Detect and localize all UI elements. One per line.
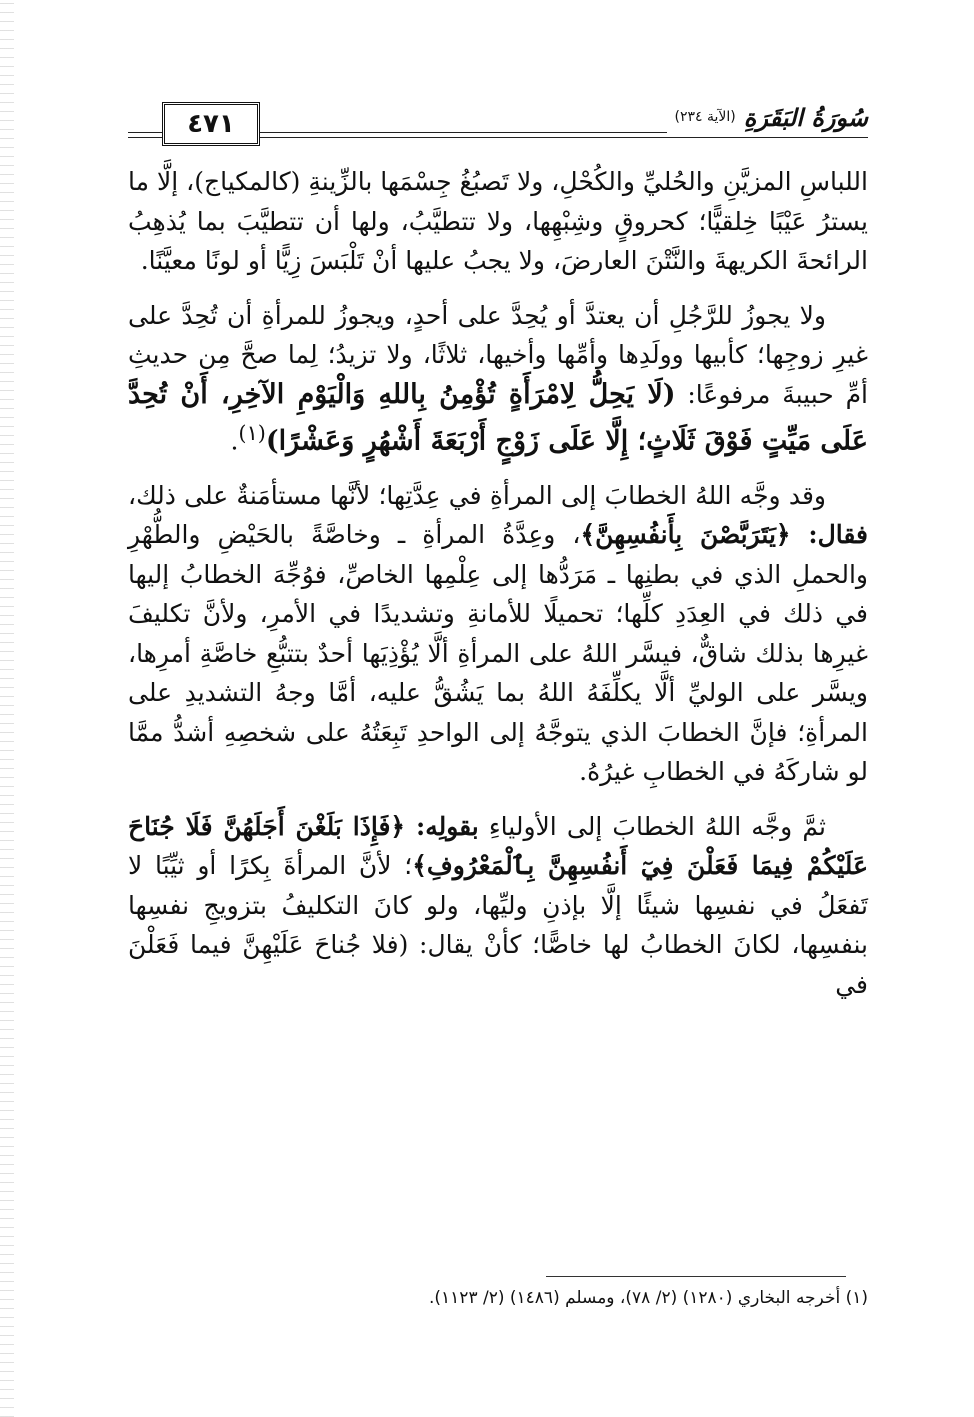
quran-verse-1: ﴿يَتَرَبَّصْنَ بِأَنفُسِهِنَّ﴾ — [580, 520, 809, 550]
ayah-reference: (الآية ٢٣٤) — [674, 109, 736, 125]
paragraph-1: اللباسِ المزيَّنِ والحُليِّ والكُحْلِ، ولا تَصبُغُ جِسْمَها بالزِّينةِ (كالمكياج)، إلَّا ما يسترُ عَيْبًا خِلقيًّا؛ كحروقٍ وشِبْهِها، ولا تتطيَّبُ، ولها أن تتطيَّبَ بما يُذهِبُ الرائحةَ الكريهةَ والنَّتْنَ العارضَ، ولا يجبُ عليها أنْ تَلْبَسَ زِيًّا أو لونًا معيَّنًا. — [128, 167, 868, 275]
paragraph-4-start: ثمَّ وجَّه اللهُ الخطابَ إلى الأولياءِ — [478, 811, 826, 841]
bi-qawlihi-label: بقولِه: — [415, 811, 479, 841]
paragraph-4-rest: ؛ لأنَّ المرأةَ بِكرًا أو ثيِّبًا لا تَفعَلُ في نفسِها شيئًا إلَّا بإذنِ وليِّها، ولو كانَ التكليفُ بتزويجِ نفسِها بنفسِها، لكانَ الخطابُ لها خاصًّا؛ كأنْ يقال: (فلا جُناحَ عَلَيْهِنَّ فيما فَعَلْنَ في — [128, 851, 868, 999]
page-number: ٤٧١ — [162, 102, 260, 146]
fa-qal-label: فقال: — [808, 520, 868, 550]
paragraph-4 — [128, 807, 868, 1005]
footnote: (١) أخرجه البخاري (١٢٨٠) (٢/ ٧٨)، ومسلم (١٤٨٦) (٢/ ١١٢٣). — [429, 1288, 868, 1308]
scan-edge-artifact — [0, 0, 14, 1417]
footnote-marker: (١) — [238, 421, 266, 445]
paragraph-2-intro: ولا يجوزُ للرَّجُلِ أن يعتدَّ أو يُحِدَّ على أحدٍ، ويجوزُ للمرأةِ أن تُحِدَّ على غيرِ زوجِها؛ كأبيها وولَدِها وأمِّها وأخيها، ثلاثًا، ولا تزيدُ؛ لِما صحَّ مِن حديثِ أمِّ حبيبةَ مرفوعًا: — [128, 300, 868, 409]
paragraph-2 — [128, 296, 868, 461]
paragraph-3-rest: ، وعِدَّةُ المرأةِ ـ وخاصَّةً بالحَيْضِ والطُّهْرِ والحملِ الذي في بطنِها ـ مَرَدُّها إلى عِلْمِها الخاصِّ، فوُجِّهَ الخطابُ إليها في ذلك في العِدَدِ كلِّها؛ تحميلًا للأمانةِ وتشديدًا في الأمرِ، ولأنَّ تكليفَ غيرِها بذلك شاقٌّ، فيسَّر اللهُ على المرأةِ ألَّا يُؤْذِيَها أحدٌ بتتبُّعِ خاصَّةِ أمرِها، ويسَّر على الوليِّ ألَّا يكلِّفَهُ اللهُ بما يَشُقُّ عليه، أمَّا وجهُ التشديدِ على المرأةِ؛ فإنَّ الخطابَ الذي يتوجَّهُ إلى الواحدِ تَبِعَتُهُ على شخصِهِ أشدُّ ممَّا لو شاركَهُ في الخطابِ غيرُهُ. — [128, 520, 868, 787]
paragraph-3 — [128, 476, 868, 792]
main-text — [128, 162, 868, 1004]
running-title — [667, 100, 868, 134]
page-header — [128, 96, 868, 144]
paragraph-3-start: وقد وجَّه اللهُ الخطابَ إلى المرأةِ في عِدَّتِها؛ لأنَّها مستأمَنةٌ على ذلك، — [128, 480, 826, 510]
hadith-quote: (لَا يَحِلُّ لِامْرَأَةٍ تُؤْمِنُ بِاللهِ وَالْيَوْمِ الآخِرِ، أَنْ تُحِدَّ عَلَى مَيِّتٍ فَوْقَ ثَلَاثٍ؛ إِلَّا عَلَى زَوْجٍ أَرْبَعَةَ أَشْهُرٍ وَعَشْرًا) — [128, 378, 868, 457]
footnote-separator — [546, 1276, 846, 1277]
surah-title: سُورَةُ البَقَرَةِ — [743, 102, 868, 132]
quran-verse-2: ﴿فَإِذَا بَلَغْنَ أَجَلَهُنَّ فَلَا جُنَاحَ عَلَيْكُمْ فِيمَا فَعَلْنَ فِيٓ أَنفُسِهِنَّ بِٱلْمَعْرُوفِ﴾ — [128, 811, 868, 881]
paragraph-2-end: . — [230, 426, 239, 456]
